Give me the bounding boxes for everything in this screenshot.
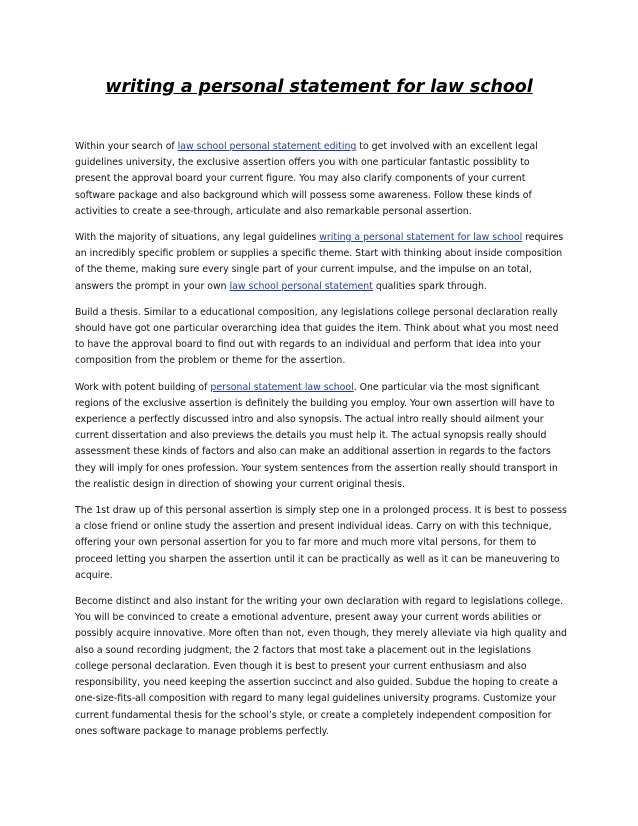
paragraph-text: . One particular via the most significant regions of the exclusive assertion is definitely the building you employ. Your own assertion will have to experience a perfectly discussed intro and also synopsis. The actual intro really should ailment your current dissertation and also previews the details you must help it. The actual synopsis really should assessment these kinds of factors and also can make an additional assertion in regards to the factors they will imply for ones profession. Your system sentences from the assertion really should transport in the realistic design in direction of showing your current original thesis.: [75, 381, 558, 490]
paragraph-text: requires an incredibly specific problem or supplies a specific theme. Start with thinking about inside composition of the theme, making sure every single part of your current impulse, and the impulse on an total, answers the prompt in your own: [75, 232, 564, 292]
paragraph: [75, 503, 567, 584]
paragraph: [75, 380, 567, 493]
inline-link[interactable]: law school personal statement: [229, 280, 373, 292]
paragraph-text: Work with potent building of: [75, 381, 211, 393]
inline-link[interactable]: personal statement law school: [210, 381, 354, 393]
inline-link[interactable]: writing a personal statement for law school: [319, 232, 523, 244]
paragraph-text: Build a thesis. Similar to a educational composition, any legislations college personal declaration really should have got one particular overarching idea that guides the item. Think about what you most need to have the approval board to find out with regards to an individual and perform that idea into your composition from the problem or theme for the assertion.: [75, 306, 559, 367]
paragraph-text: The 1st draw up of this personal assertion is simply step one in a prolonged process. It is best to possess a close friend or online study the assertion and present individual ideas. Carry on with this technique, offering your own personal assertion for you to far more and much more vital persons, for them to proceed letting you sharpen the assertion until it can be practically as well as it can be maneuvering to acquire.: [75, 505, 567, 581]
paragraph: [75, 139, 567, 220]
document-title: writing a personal statement for law school: [105, 77, 533, 97]
paragraph-text: qualities spark through.: [372, 280, 487, 292]
paragraph-text: to get involved with an excellent legal guidelines university, the exclusive assertion offers you with one particular fantastic possiblity to present the approval board your current figure. You may also clarify components of your current software package and also background which will possess some awareness. Follow these kinds of activities to create a see-through, articulate and also remarkable personal assertion.: [75, 141, 538, 217]
paragraph-text: With the majority of situations, any legal guidelines: [75, 232, 320, 244]
document-body: [75, 139, 567, 750]
paragraph: [75, 594, 567, 740]
paragraph: [75, 305, 567, 370]
paragraph-text: Become distinct and also instant for the writing your own declaration with regard to legislations college. You will be convinced to create a emotional adventure, present away your current words abilities or possibly acquire innovative. More often than not, even though, they merely alleviate via high quality and also a sound recording judgment, the 2 factors that most take a placement out in the legislations college personal declaration. Even though it is best to present your current enthusiasm and also responsibility, you need keeping the assertion succinct and also guided. Subdue the hoping to create a one-size-fits-all composition with regard to many legal guidelines university programs. Customize your current fundamental thesis for the school’s style, or create a completely independent composition for ones software package to manage problems perfectly.: [75, 596, 567, 737]
paragraph: [75, 230, 567, 295]
paragraph-text: Within your search of: [75, 141, 178, 152]
inline-link[interactable]: law school personal statement editing: [177, 141, 357, 152]
